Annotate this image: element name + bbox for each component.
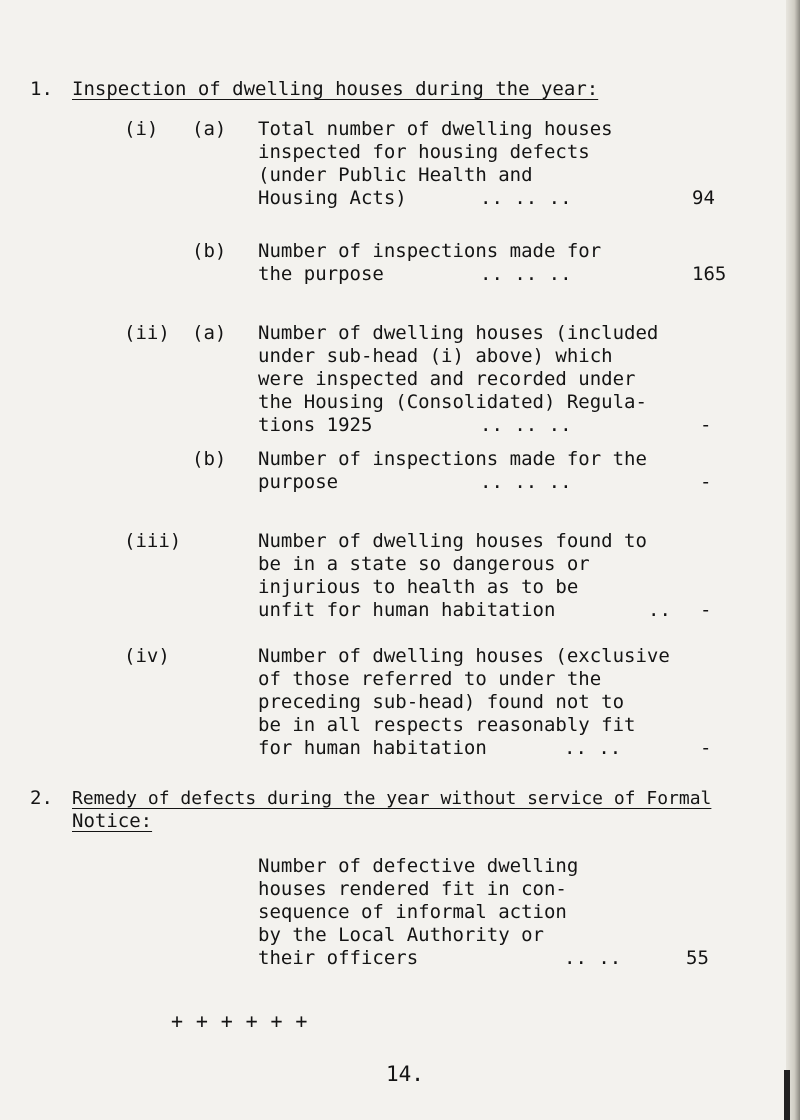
value-iii: - xyxy=(700,599,712,621)
divider-crosses: + + + + + + xyxy=(171,1009,308,1033)
leader-dots: .. .. .. xyxy=(480,263,572,285)
item-sub-b: (b) xyxy=(192,240,227,262)
item-label-iii: (iii) xyxy=(124,530,182,552)
item-iv-text: Number of dwelling houses (exclusive of those referred to under the preceding sub-head) found not to be in all respects reasonably fit for human habitation xyxy=(258,645,670,759)
item-label-ii: (ii) xyxy=(124,322,170,344)
value-section-2: 55 xyxy=(686,947,709,969)
value-iv: - xyxy=(700,737,712,759)
item-ii-a-text: Number of dwelling houses (included under sub-head (i) above) which were inspected and recorded under the Housing (Consolidated) Regula- tions 1925 xyxy=(258,322,659,436)
leader-dots: .. .. .. xyxy=(480,471,572,493)
leader-dots: .. .. xyxy=(564,947,622,969)
value-i-a: 94 xyxy=(692,187,715,209)
item-label-iv: (iv) xyxy=(124,645,170,667)
page-edge-mark xyxy=(784,1070,790,1120)
section-2-text: Number of defective dwelling houses rendered fit in con- sequence of informal action by the Local Authority or their officers xyxy=(258,855,579,969)
section-1-heading: Inspection of dwelling houses during the year: xyxy=(72,78,599,100)
section-2-heading: Remedy of defects during the year without service of Formal xyxy=(72,788,712,809)
leader-dots: .. .. xyxy=(564,737,622,759)
item-iii-text: Number of dwelling houses found to be in a state so dangerous or injurious to health as to be unfit for human habitation xyxy=(258,530,647,621)
section-2-heading-cont: Notice: xyxy=(72,810,153,832)
item-label-i: (i) xyxy=(124,118,159,140)
value-ii-a: - xyxy=(700,414,712,436)
item-sub-b: (b) xyxy=(192,448,227,470)
leader-dots: .. .. .. xyxy=(480,414,572,436)
item-sub-a: (a) xyxy=(192,322,227,344)
item-sub-a: (a) xyxy=(192,118,227,140)
section-1-number: 1. xyxy=(30,78,53,100)
item-i-a-text: Total number of dwelling houses inspected for housing defects (under Public Health and Housing Acts) xyxy=(258,118,613,209)
value-ii-b: - xyxy=(700,471,712,493)
item-ii-b-text: Number of inspections made for the purpose xyxy=(258,448,647,493)
page-number: 14. xyxy=(386,1062,424,1086)
leader-dots: .. .. .. xyxy=(480,187,572,209)
page-edge-shadow xyxy=(786,0,800,1120)
item-i-b-text: Number of inspections made for the purpose xyxy=(258,240,602,285)
leader-dots: .. xyxy=(648,599,671,621)
value-i-b: 165 xyxy=(692,263,727,285)
section-2-number: 2. xyxy=(30,787,53,809)
